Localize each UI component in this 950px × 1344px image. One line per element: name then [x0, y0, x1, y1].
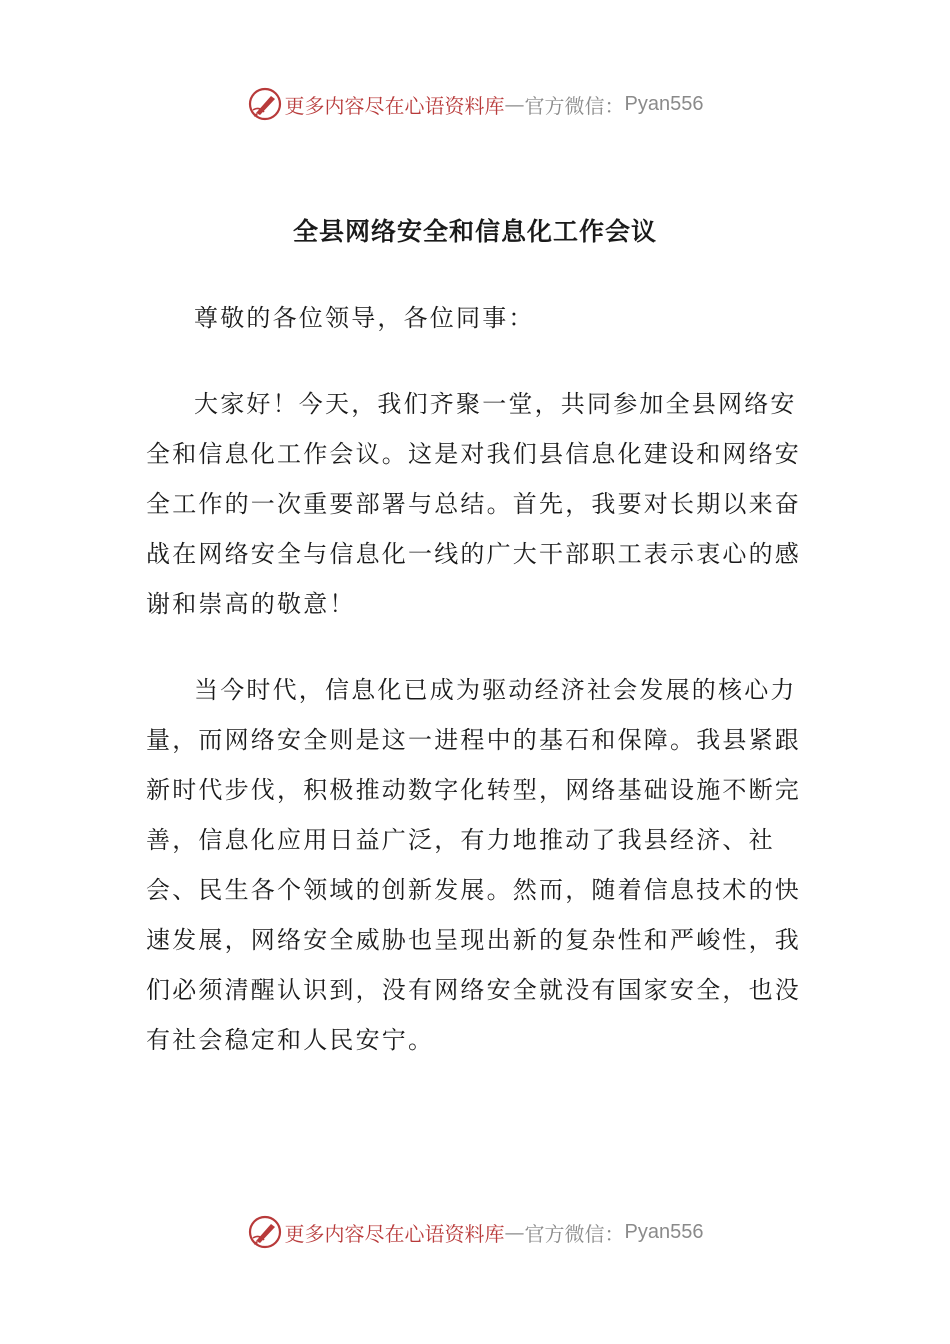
document-title: 全县网络安全和信息化工作会议 [292, 217, 657, 246]
watermark-dash: — [504, 92, 525, 116]
paragraph-1: 大家好！今天，我们齐聚一堂，共同参加全县网络安全和信息化工作会议。这是对我们县信息化建设和网络安全工作的一次重要部署与总结。首先，我要对长期以来奋战在网络安全与信息化一线的广大干部职工表示衷心的感谢和崇高的敬意！ [146, 390, 801, 618]
watermark-dash: — [504, 1220, 525, 1244]
watermark-wechat-label: 官方微信： [524, 93, 625, 118]
header-watermark [0, 82, 950, 126]
watermark-wechat-id: Pyan556 [624, 1220, 704, 1243]
greeting: 尊敬的各位领导，各位同事： [194, 304, 535, 332]
paragraph-2: 当今时代，信息化已成为驱动经济社会发展的核心力量，而网络安全则是这一进程中的基石和保障。我县紧跟新时代步伐，积极推动数字化转型，网络基础设施不断完善，信息化应用日益广泛，有力地推动了我县经济、社会、民生各个领域的创新发展。然而，随着信息技术的快速发展，网络安全威胁也呈现出新的复杂性和严峻性，我们必须清醒认识到，没有网络安全就没有国家安全，也没有社会稳定和人民安宁。 [146, 676, 801, 1054]
pen-logo-icon [247, 1214, 283, 1250]
pen-logo-icon [247, 86, 283, 122]
document-body [146, 293, 806, 1101]
footer-watermark [0, 1210, 950, 1254]
watermark-site-text: 更多内容尽在心语资料库 [284, 93, 505, 118]
watermark-site-text: 更多内容尽在心语资料库 [284, 1221, 505, 1246]
watermark-wechat-id: Pyan556 [624, 92, 704, 115]
watermark-wechat-label: 官方微信： [524, 1221, 625, 1246]
